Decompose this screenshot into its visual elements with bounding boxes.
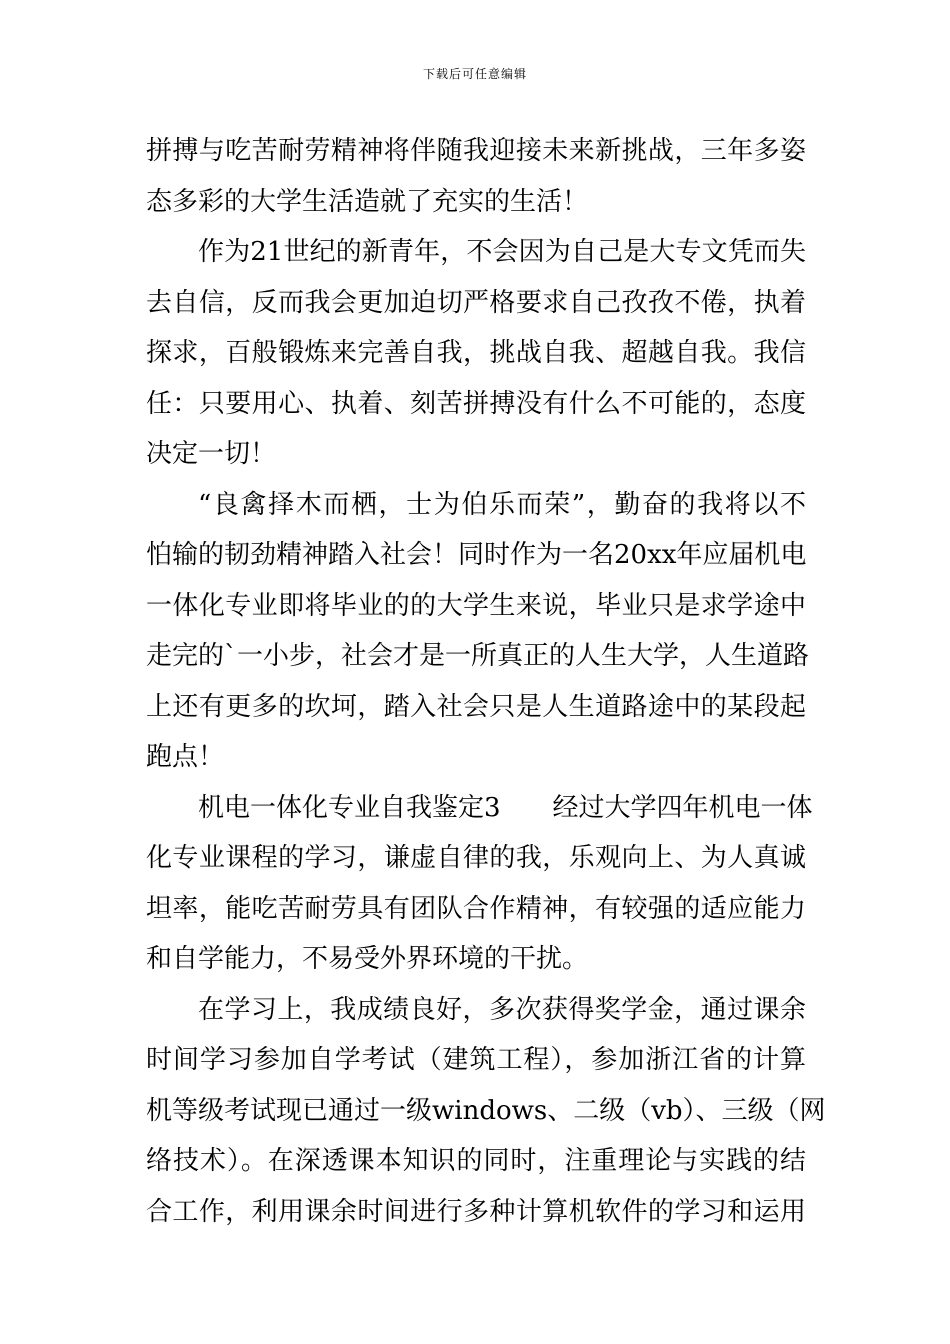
text-line: 络技术）。在深透课本知识的同时，注重理论与实践的结 [146,1146,806,1176]
text-line: 一体化专业即将毕业的的大学生来说，毕业只是求学途中 [146,590,806,621]
text-line: 探求，百般锻炼来完善自我，挑战自我、超越自我。我信 [146,338,806,368]
text-line: 任：只要用心、执着、刻苦拼搏没有什么不可能的，态度 [146,388,806,419]
document-body [146,126,826,1237]
section-heading-line [146,783,813,834]
section-heading: 机电一体化专业自我鉴定3 [198,792,501,823]
text-line: 时间学习参加自学考试（建筑工程），参加浙江省的计算 [146,1045,806,1075]
text-line: 机等级考试现已通过一级windows、二级（vb）、三级（网 [146,1095,826,1126]
text-line: 态多彩的大学生活造就了充实的生活！ [146,186,589,217]
text-line: 合工作，利用课余时间进行多种计算机软件的学习和运用 [146,1196,806,1227]
text-line: 跑点！ [146,742,225,772]
text-line: 怕输的韧劲精神踏入社会！同时作为一名20xx年应届机电 [146,540,807,570]
paragraph-start-line: “良禽择木而栖，士为伯乐而荣”，勤奋的我将以不 [198,489,806,520]
text-line: 化专业课程的学习，谦虚自律的我，乐观向上、为人真诚 [146,843,806,873]
text-line: 上还有更多的坎坷，踏入社会只是人生道路途中的某段起 [146,691,806,722]
paragraph-start-line: 作为21世纪的新青年，不会因为自己是大专文凭而失 [198,237,806,267]
text-line: 决定一切！ [146,439,277,469]
text-line: 拼搏与吃苦耐劳精神将伴随我迎接未来新挑战，三年多姿 [146,136,806,166]
section-intro: 经过大学四年机电一体 [552,792,813,823]
text-line: 去自信，反而我会更加迫切严格要求自己孜孜不倦，执着 [146,287,806,318]
page-header: 下载后可任意编辑 [422,67,527,81]
text-line: 走完的`一小步，社会才是一所真正的人生大学，人生道路 [146,641,810,671]
text-line: 坦率，能吃苦耐劳具有团队合作精神，有较强的适应能力 [146,893,806,924]
paragraph-start-line: 在学习上，我成绩良好，多次获得奖学金，通过课余 [198,994,806,1025]
text-line: 和自学能力，不易受外界环境的干扰。 [146,944,589,974]
